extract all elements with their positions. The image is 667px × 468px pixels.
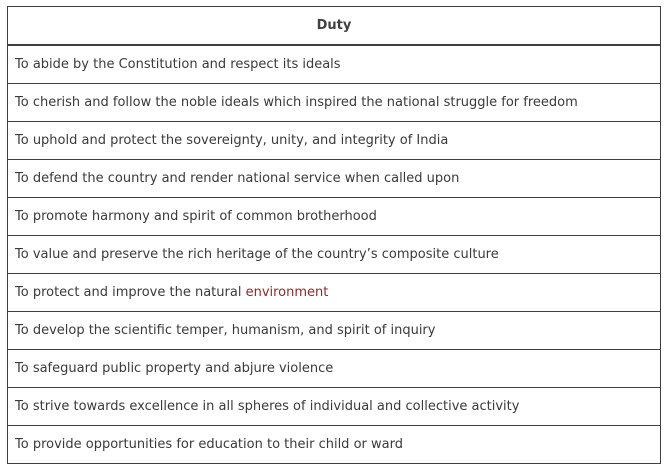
duty-cell (8, 45, 661, 84)
column-header-duty: Duty (8, 7, 661, 46)
duty-text: To abide by the Constitution and respect its ideals (15, 57, 341, 72)
duty-cell (8, 160, 661, 198)
table-row (8, 45, 661, 84)
duty-cell (8, 274, 661, 312)
duty-text: To defend the country and render national service when called upon (15, 171, 460, 186)
duty-cell (8, 236, 661, 274)
duty-cell (8, 350, 661, 388)
table-row (8, 84, 661, 122)
duty-cell (8, 198, 661, 236)
table-row (8, 350, 661, 388)
duty-cell (8, 312, 661, 350)
table-row (8, 426, 661, 464)
duty-text: To safeguard public property and abjure violence (15, 361, 334, 376)
table-row (8, 198, 661, 236)
duties-table (7, 6, 661, 464)
duty-text: To value and preserve the rich heritage of the country’s composite culture (15, 247, 499, 262)
table-row (8, 274, 661, 312)
duty-text: To uphold and protect the sovereignty, unity, and integrity of India (15, 133, 449, 148)
header-row (8, 7, 661, 46)
duty-cell (8, 426, 661, 464)
duty-cell (8, 388, 661, 426)
table-row (8, 122, 661, 160)
table-body (8, 45, 661, 464)
duty-cell (8, 122, 661, 160)
duties-table-container (7, 6, 661, 464)
duty-text: To protect and improve the natural (15, 285, 246, 300)
duty-text: To promote harmony and spirit of common brotherhood (15, 209, 377, 224)
duty-text: To strive towards excellence in all spheres of individual and collective activity (15, 399, 520, 414)
table-row (8, 236, 661, 274)
duty-cell (8, 84, 661, 122)
duty-text: To develop the scientific temper, humanism, and spirit of inquiry (15, 323, 436, 338)
table-row (8, 388, 661, 426)
table-row (8, 312, 661, 350)
table-head (8, 7, 661, 46)
environment-link[interactable]: environment (245, 285, 329, 300)
duty-text: To cherish and follow the noble ideals which inspired the national struggle for freedom (15, 95, 578, 110)
table-row (8, 160, 661, 198)
duty-text: To provide opportunities for education to their child or ward (15, 437, 403, 452)
